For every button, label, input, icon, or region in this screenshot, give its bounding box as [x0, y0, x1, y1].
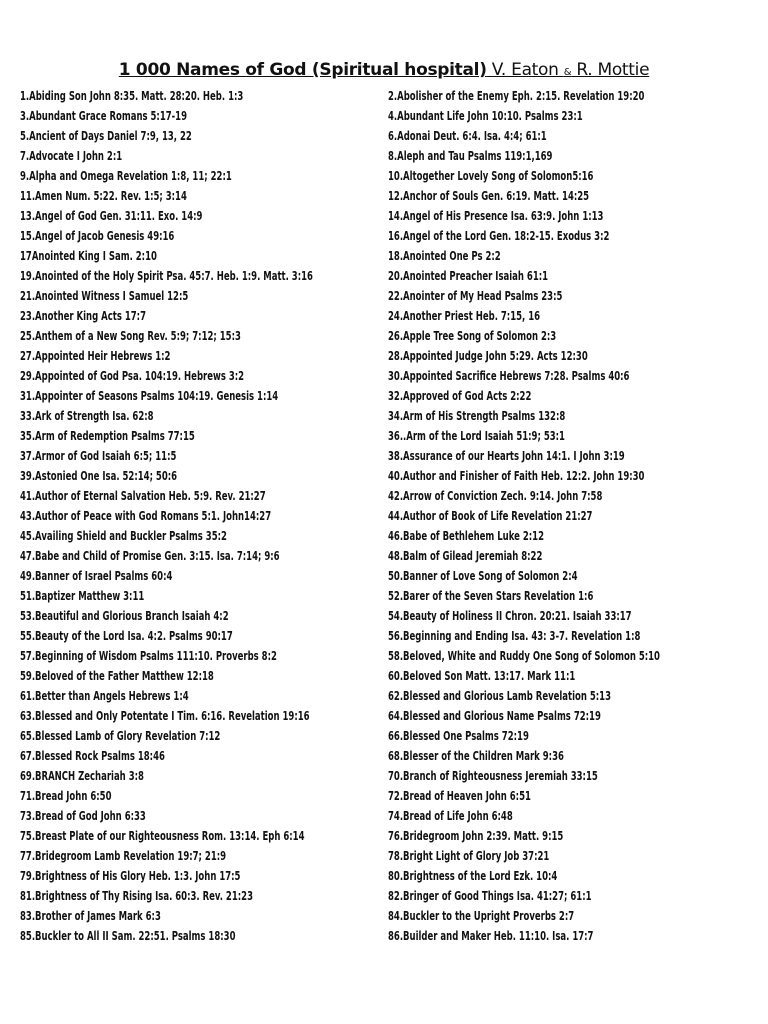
name-entry: 11.Amen Num. 5:22. Rev. 1:5; 3:14	[20, 188, 187, 203]
name-entry: 44.Author of Book of Life Revelation 21:27	[388, 508, 593, 523]
name-entry: 5.Ancient of Days Daniel 7:9, 13, 22	[20, 128, 192, 143]
name-entry: 52.Barer of the Seven Stars Revelation 1:6	[388, 588, 594, 603]
name-entry: 13.Angel of God Gen. 31:11. Exo. 14:9	[20, 208, 203, 223]
name-entry: 67.Blessed Rock Psalms 18:46	[20, 748, 165, 763]
name-entry: 41.Author of Eternal Salvation Heb. 5:9. Rev. 21:27	[20, 488, 266, 503]
title-authors-second: R. Mottie	[571, 60, 650, 80]
name-entry: 45.Availing Shield and Buckler Psalms 35:2	[20, 528, 227, 543]
name-entry: 17Anointed King I Sam. 2:10	[20, 248, 157, 263]
name-entry: 64.Blessed and Glorious Name Psalms 72:19	[388, 708, 601, 723]
name-entry: 47.Babe and Child of Promise Gen. 3:15. Isa. 7:14; 9:6	[20, 548, 280, 563]
name-entry: 59.Beloved of the Father Matthew 12:18	[20, 668, 214, 683]
name-entry: 71.Bread John 6:50	[20, 788, 112, 803]
names-column-even	[388, 86, 758, 946]
name-entry: 14.Angel of His Presence Isa. 63:9. John 1:13	[388, 208, 604, 223]
name-entry: 9.Alpha and Omega Revelation 1:8, 11; 22:1	[20, 168, 232, 183]
title-authors-first: V. Eaton	[486, 60, 564, 80]
name-entry: 7.Advocate I John 2:1	[20, 148, 123, 163]
name-entry: 81.Brightness of Thy Rising Isa. 60:3. Rev. 21:23	[20, 888, 253, 903]
name-entry: 34.Arm of His Strength Psalms 132:8	[388, 408, 566, 423]
name-entry: 37.Armor of God Isaiah 6:5; 11:5	[20, 448, 177, 463]
name-entry: 85.Buckler to All II Sam. 22:51. Psalms 18:30	[20, 928, 236, 943]
name-entry: 83.Brother of James Mark 6:3	[20, 908, 161, 923]
name-entry: 43.Author of Peace with God Romans 5:1. John14:27	[20, 508, 272, 523]
name-entry: 54.Beauty of Holiness II Chron. 20:21. Isaiah 33:17	[388, 608, 632, 623]
name-entry: 36..Arm of the Lord Isaiah 51:9; 53:1	[388, 428, 565, 443]
name-entry: 60.Beloved Son Matt. 13:17. Mark 11:1	[388, 668, 576, 683]
title-ampersand: &	[563, 67, 572, 78]
name-entry: 66.Blessed One Psalms 72:19	[388, 728, 529, 743]
name-entry: 70.Branch of Righteousness Jeremiah 33:15	[388, 768, 598, 783]
name-entry: 79.Brightness of His Glory Heb. 1:3. John 17:5	[20, 868, 241, 883]
name-entry: 29.Appointed of God Psa. 104:19. Hebrews 3:2	[20, 368, 245, 383]
document-title	[0, 60, 768, 80]
name-entry: 35.Arm of Redemption Psalms 77:15	[20, 428, 195, 443]
name-entry: 28.Appointed Judge John 5:29. Acts 12:30	[388, 348, 588, 363]
name-entry: 46.Babe of Bethlehem Luke 2:12	[388, 528, 545, 543]
name-entry: 82.Bringer of Good Things Isa. 41:27; 61:1	[388, 888, 592, 903]
name-entry: 51.Baptizer Matthew 3:11	[20, 588, 145, 603]
name-entry: 57.Beginning of Wisdom Psalms 111:10. Proverbs 8:2	[20, 648, 277, 663]
name-entry: 2.Abolisher of the Enemy Eph. 2:15. Revelation 19:20	[388, 88, 645, 103]
name-entry: 65.Blessed Lamb of Glory Revelation 7:12	[20, 728, 221, 743]
name-entry: 3.Abundant Grace Romans 5:17-19	[20, 108, 188, 123]
name-entry: 16.Angel of the Lord Gen. 18:2-15. Exodus 3:2	[388, 228, 610, 243]
name-entry: 12.Anchor of Souls Gen. 6:19. Matt. 14:25	[388, 188, 590, 203]
name-entry: 26.Apple Tree Song of Solomon 2:3	[388, 328, 557, 343]
name-entry: 49.Banner of Israel Psalms 60:4	[20, 568, 173, 583]
name-entry: 84.Buckler to the Upright Proverbs 2:7	[388, 908, 575, 923]
name-entry: 1.Abiding Son John 8:35. Matt. 28:20. Heb. 1:3	[20, 88, 244, 103]
name-entry: 69.BRANCH Zechariah 3:8	[20, 768, 144, 783]
names-column-odd	[20, 86, 390, 946]
name-entry: 78.Bright Light of Glory Job 37:21	[388, 848, 550, 863]
name-entry: 61.Better than Angels Hebrews 1:4	[20, 688, 189, 703]
name-entry: 8.Aleph and Tau Psalms 119:1,169	[388, 148, 553, 163]
name-entry: 30.Appointed Sacrifice Hebrews 7:28. Psalms 40:6	[388, 368, 630, 383]
title-main: 1 000 Names of God (Spiritual hospital)	[118, 60, 487, 80]
name-entry: 53.Beautiful and Glorious Branch Isaiah 4:2	[20, 608, 229, 623]
name-entry: 6.Adonai Deut. 6:4. Isa. 4:4; 61:1	[388, 128, 547, 143]
name-entry: 50.Banner of Love Song of Solomon 2:4	[388, 568, 578, 583]
name-entry: 24.Another Priest Heb. 7:15, 16	[388, 308, 541, 323]
name-entry: 27.Appointed Heir Hebrews 1:2	[20, 348, 171, 363]
name-entry: 20.Anointed Preacher Isaiah 61:1	[388, 268, 549, 283]
name-entry: 32.Approved of God Acts 2:22	[388, 388, 532, 403]
name-entry: 63.Blessed and Only Potentate I Tim. 6:16. Revelation 19:16	[20, 708, 310, 723]
name-entry: 76.Bridegroom John 2:39. Matt. 9:15	[388, 828, 564, 843]
name-entry: 77.Bridegroom Lamb Revelation 19:7; 21:9	[20, 848, 227, 863]
name-entry: 18.Anointed One Ps 2:2	[388, 248, 501, 263]
name-entry: 56.Beginning and Ending Isa. 43: 3-7. Revelation 1:8	[388, 628, 641, 643]
name-entry: 86.Builder and Maker Heb. 11:10. Isa. 17:7	[388, 928, 594, 943]
name-entry: 62.Blessed and Glorious Lamb Revelation 5:13	[388, 688, 612, 703]
name-entry: 73.Bread of God John 6:33	[20, 808, 146, 823]
name-entry: 21.Anointed Witness I Samuel 12:5	[20, 288, 189, 303]
name-entry: 74.Bread of Life John 6:48	[388, 808, 513, 823]
name-entry: 4.Abundant Life John 10:10. Psalms 23:1	[388, 108, 583, 123]
name-entry: 19.Anointed of the Holy Spirit Psa. 45:7. Heb. 1:9. Matt. 3:16	[20, 268, 313, 283]
name-entry: 15.Angel of Jacob Genesis 49:16	[20, 228, 175, 243]
name-entry: 38.Assurance of our Hearts John 14:1. I John 3:19	[388, 448, 625, 463]
name-entry: 25.Anthem of a New Song Rev. 5:9; 7:12; 15:3	[20, 328, 241, 343]
name-entry: 22.Anointer of My Head Psalms 23:5	[388, 288, 563, 303]
name-entry: 68.Blesser of the Children Mark 9:36	[388, 748, 564, 763]
name-entry: 72.Bread of Heaven John 6:51	[388, 788, 531, 803]
name-entry: 31.Appointer of Seasons Psalms 104:19. Genesis 1:14	[20, 388, 279, 403]
name-entry: 80.Brightness of the Lord Ezk. 10:4	[388, 868, 558, 883]
name-entry: 23.Another King Acts 17:7	[20, 308, 147, 323]
name-entry: 48.Balm of Gilead Jeremiah 8:22	[388, 548, 543, 563]
name-entry: 42.Arrow of Conviction Zech. 9:14. John 7:58	[388, 488, 603, 503]
name-entry: 58.Beloved, White and Ruddy One Song of Solomon 5:10	[388, 648, 660, 663]
name-entry: 39.Astonied One Isa. 52:14; 50:6	[20, 468, 178, 483]
name-entry: 10.Altogether Lovely Song of Solomon5:16	[388, 168, 594, 183]
name-entry: 33.Ark of Strength Isa. 62:8	[20, 408, 154, 423]
name-entry: 55.Beauty of the Lord Isa. 4:2. Psalms 90:17	[20, 628, 233, 643]
name-entry: 75.Breast Plate of our Righteousness Rom. 13:14. Eph 6:14	[20, 828, 305, 843]
name-entry: 40.Author and Finisher of Faith Heb. 12:2. John 19:30	[388, 468, 645, 483]
